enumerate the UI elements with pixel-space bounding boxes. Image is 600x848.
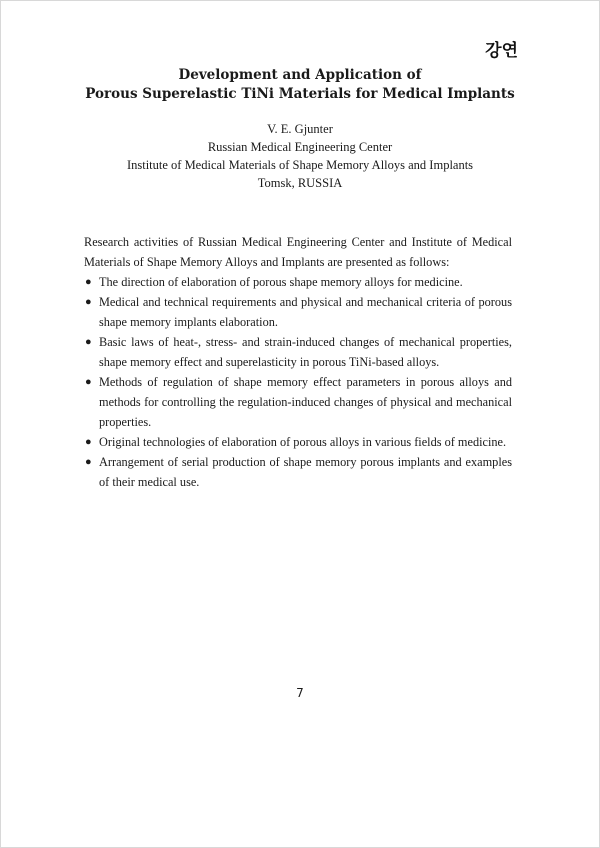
paper-title [0, 66, 600, 104]
bullet-icon: ● [85, 276, 92, 288]
list-item: ● Methods of regulation of shape memory effect parameters in porous alloys and methods for controlling the regulation-induced changes of physical and mechanical properties. [84, 372, 512, 432]
author-block [0, 120, 600, 192]
bullet-icon: ● [85, 296, 92, 308]
affiliation-1: Russian Medical Engineering Center [207, 140, 393, 154]
bullet-icon: ● [85, 456, 92, 468]
bullet-icon: ● [85, 376, 92, 388]
author-name: V. E. Gjunter [267, 122, 333, 136]
bullet-icon: ● [85, 336, 92, 348]
title-line-1: Development and Application of [178, 67, 422, 83]
list-item: ● Original technologies of elaboration of porous alloys in various fields of medicine. [84, 432, 512, 452]
author-location: Tomsk, RUSSIA [257, 176, 343, 190]
title-line-2: Porous Superelastic TiNi Materials for Medical Implants [85, 86, 515, 102]
abstract [84, 232, 512, 492]
session-tag: 강연 [485, 41, 518, 61]
list-item: ● The direction of elaboration of porous shape memory alloys for medicine. [84, 272, 512, 292]
page-number: 7 [296, 686, 304, 700]
affiliation-2: Institute of Medical Materials of Shape Memory Alloys and Implants [126, 158, 474, 172]
list-item: ● Basic laws of heat-, stress- and strain-induced changes of mechanical properties, shape memory effect and superelasticity in porous TiNi-based alloys. [84, 332, 512, 372]
abstract-intro: Research activities of Russian Medical Engineering Center and Institute of Medical Materials of Shape Memory Alloys and Implants are presented as follows: [84, 235, 512, 269]
topic-list [84, 272, 512, 492]
list-item: ● Arrangement of serial production of shape memory porous implants and examples of their medical use. [84, 452, 512, 492]
list-item: ● Medical and technical requirements and physical and mechanical criteria of porous shape memory implants elaboration. [84, 292, 512, 332]
bullet-icon: ● [85, 436, 92, 448]
